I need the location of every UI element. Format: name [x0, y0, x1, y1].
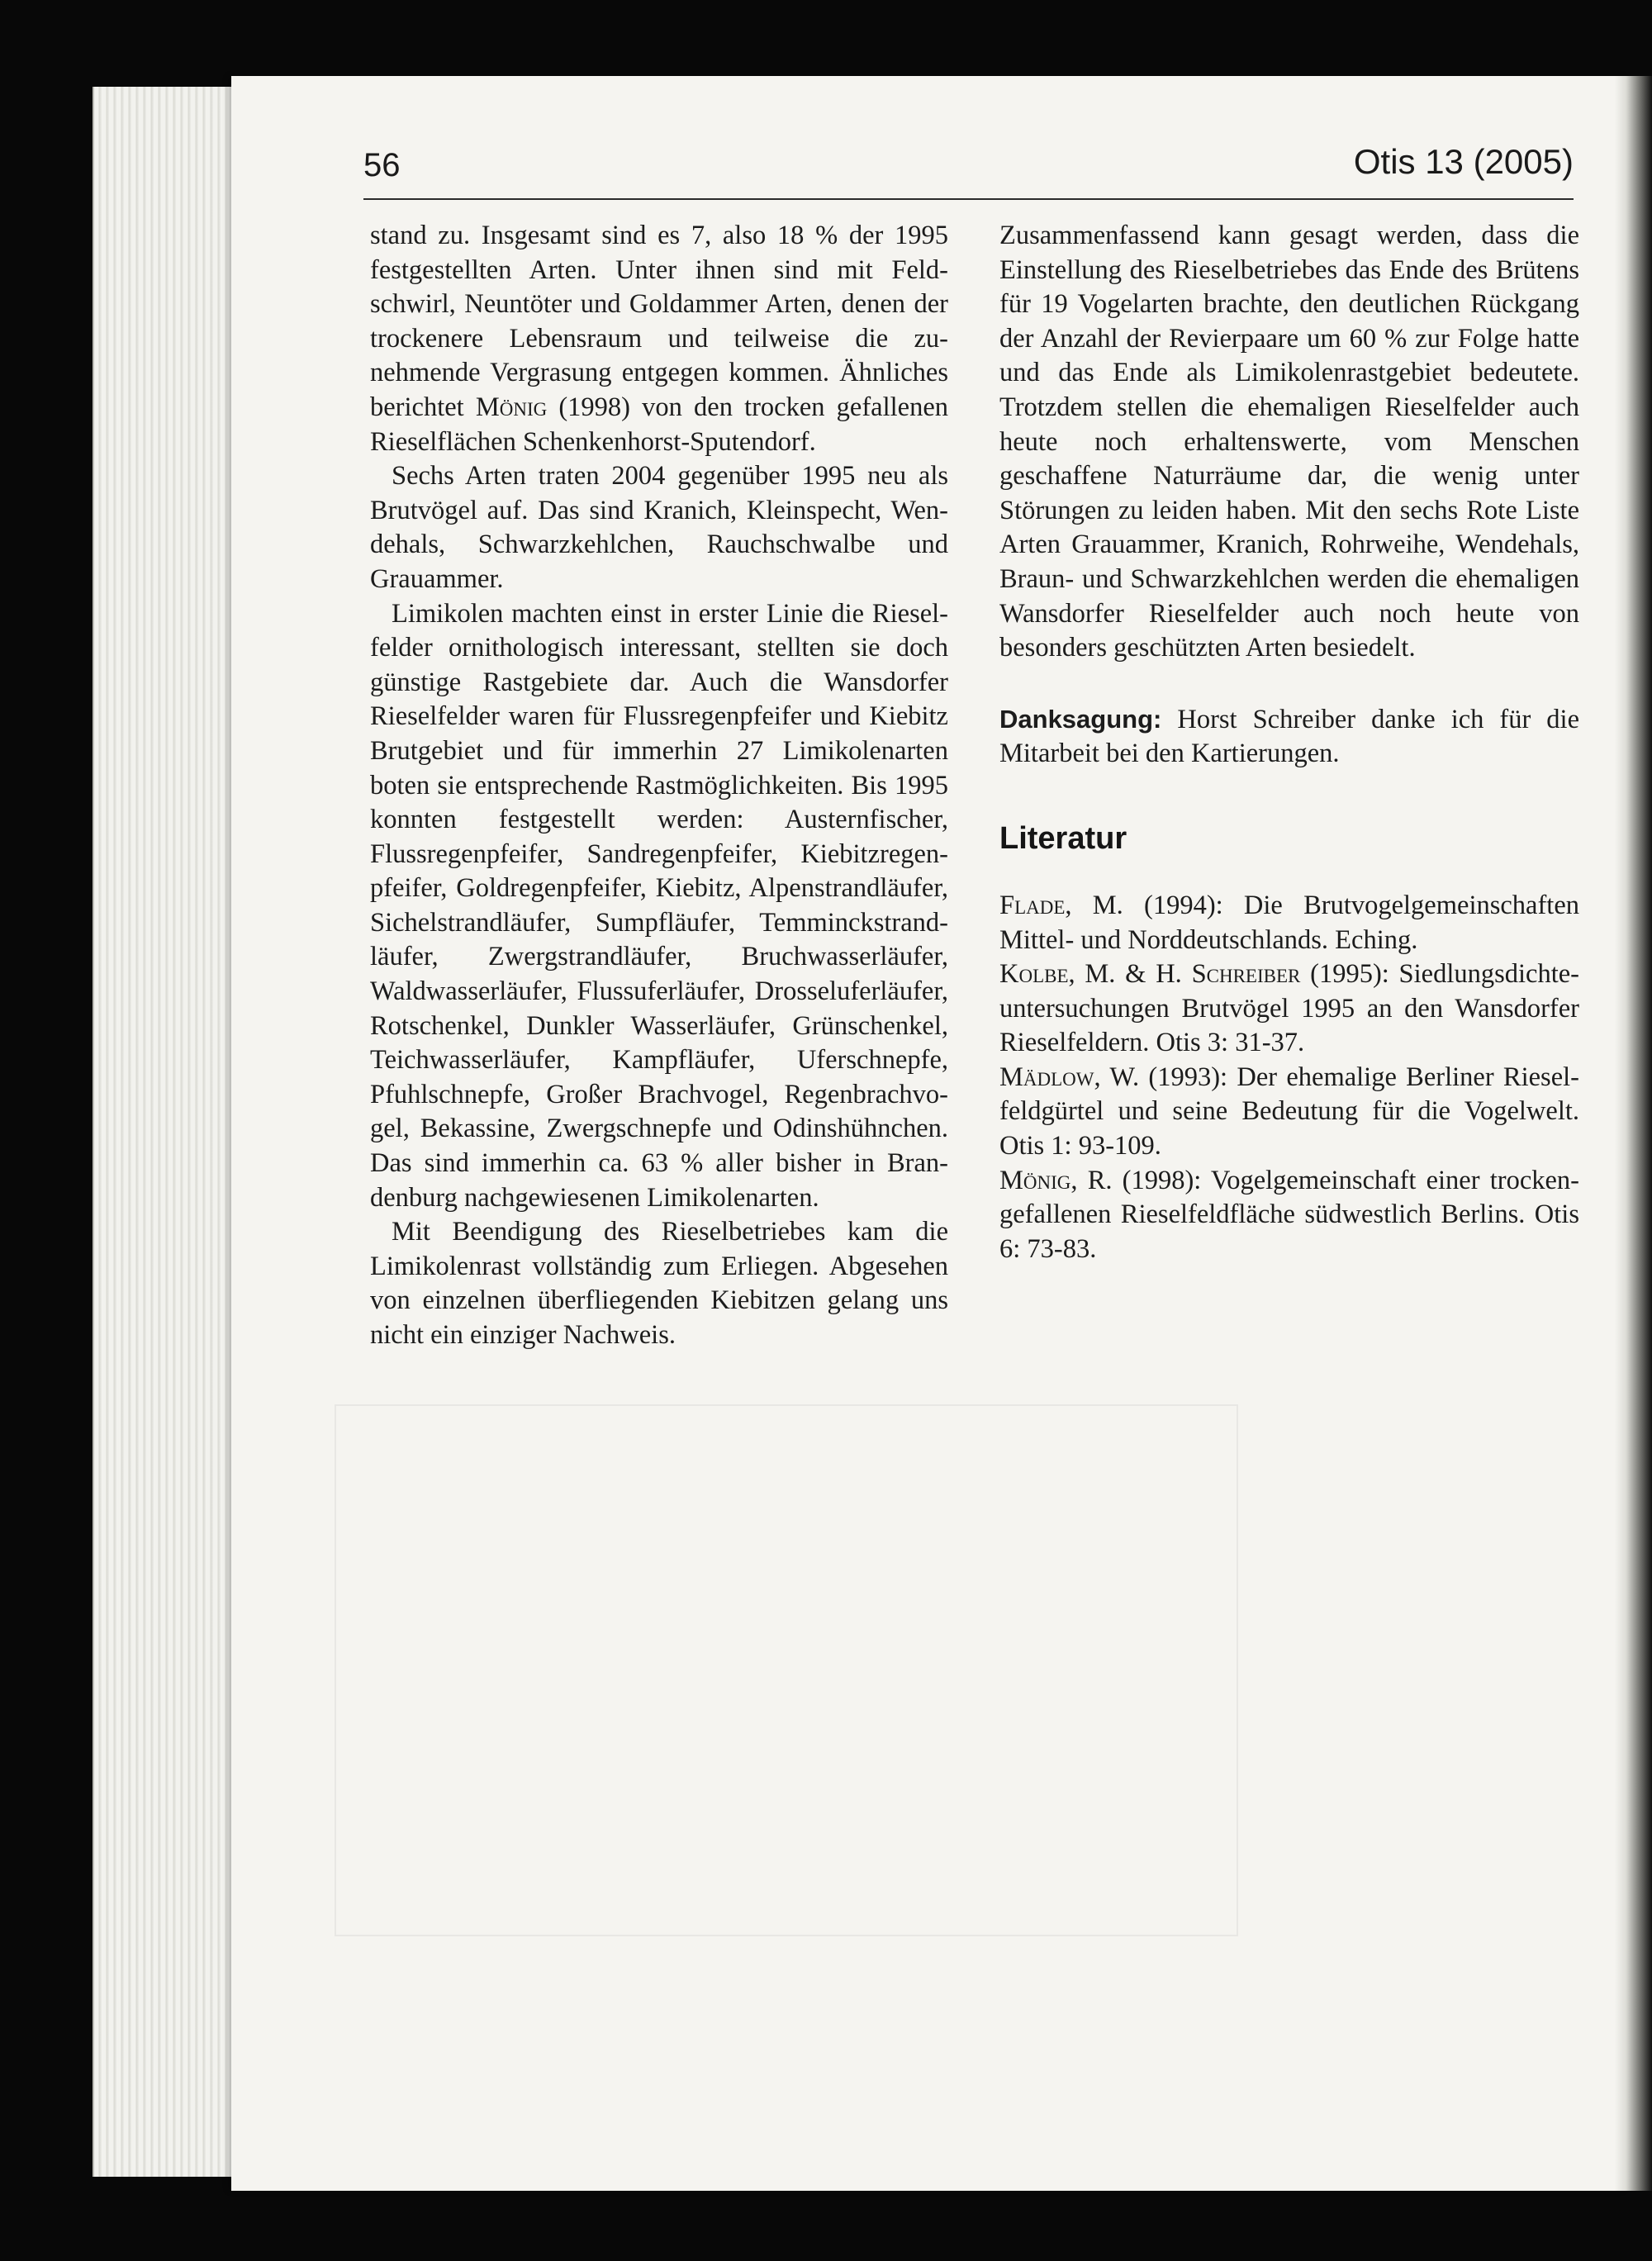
- reference-author: Kolbe: [999, 959, 1069, 990]
- acknowledgement: [999, 702, 1579, 772]
- paragraph: [370, 219, 948, 459]
- literature-heading: Literatur: [999, 820, 1127, 856]
- reference-entry: [999, 957, 1579, 1061]
- page-stack-edge: [93, 87, 247, 2177]
- reference-entry: [999, 889, 1579, 957]
- reference-text: , R. (1998): Vogelgemeinschaft einer trockengefallenen Rieselfeldfläche südwestlich Berlins. Otis 6: 73-83.: [999, 1165, 1579, 1264]
- reference-entry: [999, 1164, 1579, 1267]
- summary-paragraph: Zusammenfassend kann gesagt werden, dass die Einstellung des Rieselbetriebes das Ende des Brütens für 19 Vogelarten brachte, den deutlichen Rückgang der Anzahl der Revierpaare um 60 % zur Folge hatte und das Ende als Limikolenrastgebiet bedeutete. Trotzdem stellen die ehemaligen Rieselfelder auch heute noch erhaltenswerte, vom Menschen geschaffene Naturräume dar, die wenig unter Störungen zu leiden haben. Mit den sechs Rote Liste Arten Grauammer, Kranich, Rohrweihe, Wendehals, Braun- und Schwarzkehlchen werden die ehemaligen Wansdorfer Rieselfelder auch noch heute von besonders geschützten Arten besiedelt.: [999, 221, 1579, 663]
- paragraph: Sechs Arten traten 2004 gegenüber 1995 neu als Brutvögel auf. Das sind Kranich, Kleinspecht, Wendehals, Schwarzkehlchen, Rauchschwalbe und Grauammer.: [370, 461, 948, 594]
- reference-text: , W. (1993): Der ehemalige Berliner Rieselfeldgürtel und seine Bedeutung für die Vogelwelt. Otis 1: 93-109.: [999, 1062, 1579, 1161]
- acknowledgement-text: Horst Schreiber danke ich für die Mitarbeit bei den Kartierungen.: [999, 704, 1579, 769]
- page-gutter-shadow: [1615, 76, 1652, 2191]
- paragraph: Mit Beendigung des Rieselbetriebes kam die Limikolenrast vollständig zum Erliegen. Abgesehen von einzelnen überfliegenden Kiebitzen gelang uns nicht ein einziger Nachweis.: [370, 1217, 948, 1350]
- paragraph-text: (1998) von den trocken gefallenen Rieselflächen Schenkenhorst-Sputendorf.: [370, 392, 949, 457]
- reference-text: (1995): Siedlungsdichteuntersuchungen Brutvögel 1995 an den Wansdorfer Rieselfeldern. Otis 3: 31-37.: [999, 959, 1579, 1058]
- paragraph: Limikolen machten einst in erster Linie die Rieselfelder ornithologisch interessant, stellten sie doch günstige Rastgebiete dar. Auch die Wansdorfer Rieselfelder waren für Flussregenpfeifer und Kiebitz Brutgebiet und für immerhin 27 Limikolenarten boten sie entsprechende Rastmöglichkeiten. Bis 1995 konnten festgestellt werden: Austernfischer, Flussregenpfeifer, Sandregenpfeifer, Kiebitzregenpfeifer, Goldregenpfeifer, Kiebitz, Alpenstrandläufer, Sichelstrandläufer, Sumpfläufer, Temminckstrandläufer, Zwergstrandläufer, Bruchwasserläufer, Waldwasserläufer, Flussuferläufer, Drosseluferläufer, Rotschenkel, Dunkler Wasserläufer, Grünschenkel, Teichwasserläufer, Kampfläufer, Uferschnepfe, Pfuhlschnepfe, Großer Brachvogel, Regenbrachvogel, Bekassine, Zwergschnepfe und Odinshühnchen. Das sind immerhin ca. 63 % aller bisher in Brandenburg nachgewiesenen Limikolenarten.: [370, 598, 948, 1213]
- reference-author: Mädlow: [999, 1062, 1094, 1092]
- running-header: [363, 139, 1574, 200]
- show-through-table: [335, 1404, 1238, 1936]
- reference-entry: [999, 1061, 1579, 1164]
- reference-text: , M. (1994): Die Brutvogelgemeinschaften Mittel- und Norddeutschlands. Eching.: [999, 890, 1579, 955]
- page-number: 56: [363, 147, 401, 183]
- reference-author: Schreiber: [1191, 959, 1301, 990]
- reference-author: Mönig: [999, 1165, 1071, 1195]
- reference-author: Flade: [999, 890, 1066, 920]
- right-column: [999, 219, 1579, 1266]
- journal-reference: Otis 13 (2005): [1353, 142, 1574, 181]
- left-column: [370, 219, 948, 1353]
- paragraph-text: stand zu. Insgesamt sind es 7, also 18 % der 1995 festgestellten Arten. Unter ihnen sind mit Feldschwirl, Neuntöter und Goldammer Arten, denen der trockenere Lebensraum und teilweise die zunehmende Vergrasung entgegen kommen. Ähnliches berichtet: [370, 221, 948, 422]
- reference-text: , M. & H.: [1068, 959, 1192, 990]
- acknowledgement-title: Danksagung:: [999, 704, 1162, 734]
- cited-author: Mönig: [475, 392, 548, 422]
